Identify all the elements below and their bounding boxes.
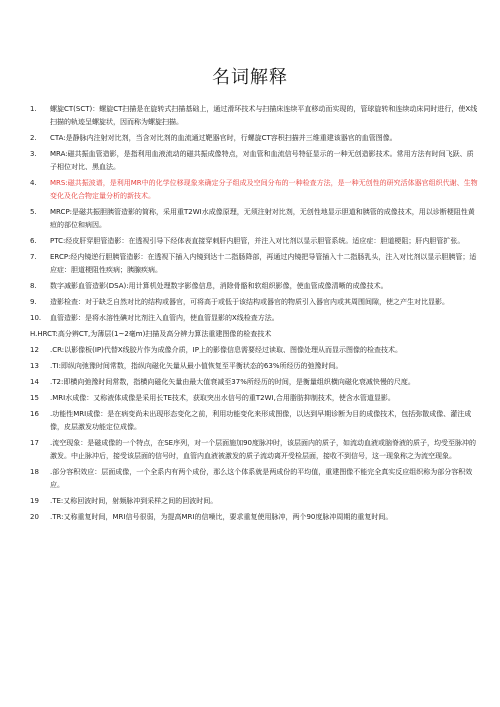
item-text: H.HRCT:高分辨CT,为薄层(1~2毫m)扫描及高分辨力算法重建图像的检查技术: [30, 330, 272, 338]
definition-item: [30, 312, 478, 325]
item-number: 9.: [30, 298, 37, 306]
item-text: .MRI水成像：又称液体成像是采用长TE技术，获取突出水信号的重T2WI,合用脂肪抑制技术，使含水管道显影。: [50, 394, 395, 402]
definition-item: [30, 466, 478, 492]
item-text: .功能性MRI成像：是在病变尚未出现形态变化之前，利用功能变化来形成图像，以达到早期诊断为目的成像技术，包括弥散成像、灌注成像，皮层激发功能定位成像。: [50, 410, 472, 431]
item-text: .T2:即横向弛豫时间常数，指横向磁化矢量由最大值衰减至37%所经历的时间，是衡量组织横向磁化衰减快慢的尺度。: [50, 378, 415, 386]
item-text: .流空现象：是磁成像的一个特点，在SE序列，对一个层面施加90度脉冲时，该层面内的质子，如流动血液或脑脊液的质子，均受至脉冲的激发。中止脉冲后，接受该层面的信号时，血管内血液被激发的质子流动离开受检层面，接收不到信号，这一现象称之为流空现象。: [50, 439, 476, 460]
definition-item: [30, 376, 478, 389]
item-number: 7.: [30, 253, 37, 261]
item-number: 10.: [30, 314, 42, 322]
definition-item: [30, 177, 478, 203]
item-text: 螺旋CT(SCT)：螺旋CT扫描是在旋转式扫描基础上，通过滑环技术与扫描床连续平直移动而实现的，管球旋转和连续动床同时进行，使X线扫描的轨迹呈螺旋状，因而称为螺旋扫描。: [50, 105, 478, 126]
definition-list: [30, 103, 478, 527]
item-number: 1.: [30, 105, 37, 113]
definition-item: [30, 437, 478, 463]
item-text: .部分容积效应：层面成像，一个全系内有两个成份，那么这个体系就是两成份的平均值，重建图像不能完全真实反应组织称为部分容积效应。: [50, 468, 473, 489]
item-text: .TR:又称重复时间，MRI信号很弱，为提高MRI的信噪比，要求重复使用脉冲，两个90度脉冲周期的重复时间。: [50, 513, 393, 521]
definition-item: [30, 511, 478, 524]
definition-item: [30, 251, 478, 277]
definition-item: [30, 408, 478, 434]
item-number: 19: [30, 497, 39, 505]
item-number: 8.: [30, 282, 37, 290]
item-text: .TE:又称回波时间，射频脉冲到采样之间的回波时间。: [50, 497, 218, 505]
definition-item: [30, 103, 478, 129]
item-number: 2.: [30, 134, 37, 142]
definition-item: [30, 296, 478, 309]
item-number: 5.: [30, 208, 37, 216]
item-text: 数字减影血管造影(DSA):用计算机处理数字影像信息，消除骨骼和软组织影像，使血管成像清晰的成像技术。: [50, 282, 388, 290]
item-text: .TI:即纵向弛豫时间常数，指纵向磁化矢量从最小值恢复至平衡状态的63%所经历的弛豫时间。: [50, 362, 343, 370]
definition-item: [30, 280, 478, 293]
item-number: 13: [30, 362, 39, 370]
item-number: 18: [30, 468, 39, 476]
definition-item: [30, 360, 478, 373]
definition-item: [30, 344, 478, 357]
definition-item: [30, 206, 478, 232]
definition-item: [30, 495, 478, 508]
item-text: PTC:经皮肝穿胆管造影：在透视引导下经体表直接穿刺肝内胆管，并注入对比剂以显示胆管系统。适应症：胆道梗阻；肝内胆管扩张。: [50, 237, 465, 245]
item-number: 15: [30, 394, 39, 402]
item-number: 3.: [30, 150, 37, 158]
item-number: 17: [30, 439, 39, 447]
page-title: 名词解释: [212, 67, 288, 88]
item-text: MRA:磁共振血管造影，是指利用血液流动的磁共振成像特点，对血管和血流信号特征显示的一种无创造影技术。常用方法有时间飞跃、质子相位对比、黑血法。: [50, 150, 474, 171]
item-number: 6.: [30, 237, 37, 245]
definition-item: [30, 392, 478, 405]
item-text: ERCP:经内镜逆行胆胰管造影：在透视下插入内镜到达十二指肠降部，再通过内镜把导管插入十二指肠乳头，注入对比剂以显示胆胰管；适应症：胆道梗阻性疾病；胰腺疾病。: [50, 253, 477, 274]
item-text: .CR:以影像板(IP)代替X线胶片作为成像介质，IP上的影像信息需要经过读取、图像处理从而显示图像的检查技术。: [50, 346, 402, 354]
definition-item: [30, 328, 478, 341]
item-text: 血管造影：是将水溶性碘对比剂注入血管内，使血管显影的X线检查方法。: [50, 314, 279, 322]
item-number: 20: [30, 513, 39, 521]
item-number: 4.: [30, 179, 37, 187]
item-number: 12: [30, 346, 39, 354]
definition-item: [30, 148, 478, 174]
item-number: 14: [30, 378, 39, 386]
item-text: MRCP:是磁共振胆胰管造影的简称，采用重T2WI水成像原理，无须注射对比剂，无创性地显示胆道和胰管的成像技术，用以诊断梗阻性黄疸的部位和病因。: [50, 208, 475, 229]
item-text: CTA:是静脉内注射对比剂，当含对比剂的血流通过靶器官时，行螺旋CT容积扫描并三维重建该器官的血管图像。: [50, 134, 397, 142]
definition-item: [30, 235, 478, 248]
item-text: 造影检查：对于缺乏自然对比的结构或器官，可将高于或低于该结构或器官的物质引入器官内或其周围间隙，使之产生对比显影。: [50, 298, 449, 306]
item-text: MRS:磁共振波谱，是利用MR中的化学位移现象来确定分子组成及空间分布的一种检查方法，是一种无创性的研究活体器官组织代谢、生物变化及化合物定量分析的新技术。: [50, 179, 478, 200]
item-number: 16: [30, 410, 39, 418]
definition-item: [30, 132, 478, 145]
